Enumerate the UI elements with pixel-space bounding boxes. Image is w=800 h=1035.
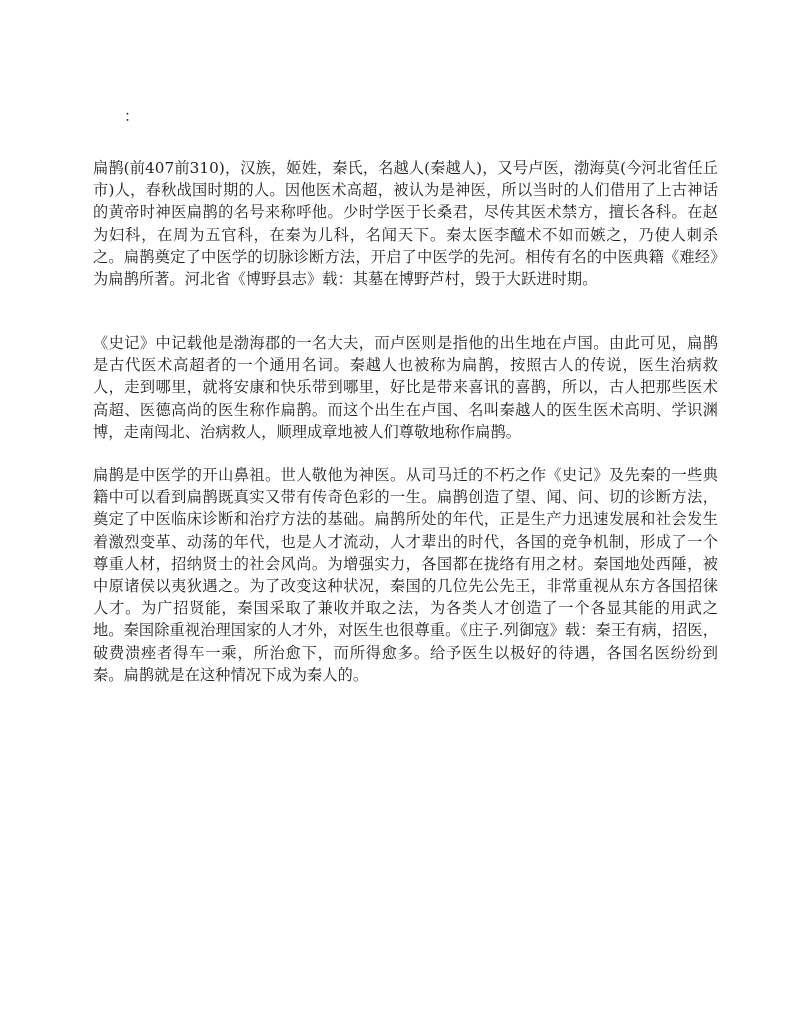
paragraph-biography: 扁鹊(前407前310)，汉族，姬姓，秦氏，名越人(秦越人)，又号卢医，渤海莫(今河北省任丘市)人，春秋战国时期的人。因他医术高超，被认为是神医，所以当时的人们借用了上古神话的黄帝时神医扁鹊的名号来称呼他。少时学医于长桑君，尽传其医术禁方，擅长各科。在赵为妇科，在周为五官科，在秦为儿科，名闻天下。秦太医李醯术不如而嫉之，乃使人刺杀之。扁鹊奠定了中医学的切脉诊断方法，开启了中医学的先河。相传有名的中医典籍《难经》为扁鹊所著。河北省《博野县志》载：其墓在博野芦村，毁于大跃进时期。 <box>93 159 718 289</box>
paragraph-name-origin: 《史记》中记载他是渤海郡的一名大夫，而卢医则是指他的出生地在卢国。由此可见，扁鹊是古代医术高超者的一个通用名词。秦越人也被称为扁鹊，按照古人的传说，医生治病救人，走到哪里，就将安康和快乐带到哪里，好比是带来喜讯的喜鹊，所以，古人把那些医术高超、医德高尚的医生称作扁鹊。而这个出生在卢国、名叫秦越人的医生医术高明、学识渊博，走南闯北、治病救人，顺理成章地被人们尊敬地称作扁鹊。 <box>93 334 718 441</box>
paragraph-historical-context: 扁鹊是中医学的开山鼻祖。世人敬他为神医。从司马迁的不朽之作《史记》及先秦的一些典籍中可以看到扁鹊既真实又带有传奇色彩的一生。扁鹊创造了望、闻、问、切的诊断方法，奠定了中医临床诊断和治疗方法的基础。扁鹊所处的年代，正是生产力迅速发展和社会发生着激烈变革、动荡的年代，也是人才流动，人才辈出的时代，各国的竞争机制，形成了一个尊重人材，招纳贤士的社会风尚。为增强实力，各国都在拢络有用之材。秦国地处西陲，被中原诸侯以夷狄遇之。为了改变这种状况，秦国的几位先公先王，非常重视从东方各国招徕人才。为广招贤能，秦国采取了兼收并取之法，为各类人才创造了一个各显其能的用武之地。秦国除重视治理国家的人才外，对医生也很尊重。《庄子.列御寇》载：秦王有病，招医，破费溃痤者得车一乘，所治愈下，而所得愈多。给予医生以极好的待遇，各国名医纷纷到秦。扁鹊就是在这种情况下成为秦人的。 <box>93 466 718 684</box>
heading-mark: ： <box>124 107 140 125</box>
